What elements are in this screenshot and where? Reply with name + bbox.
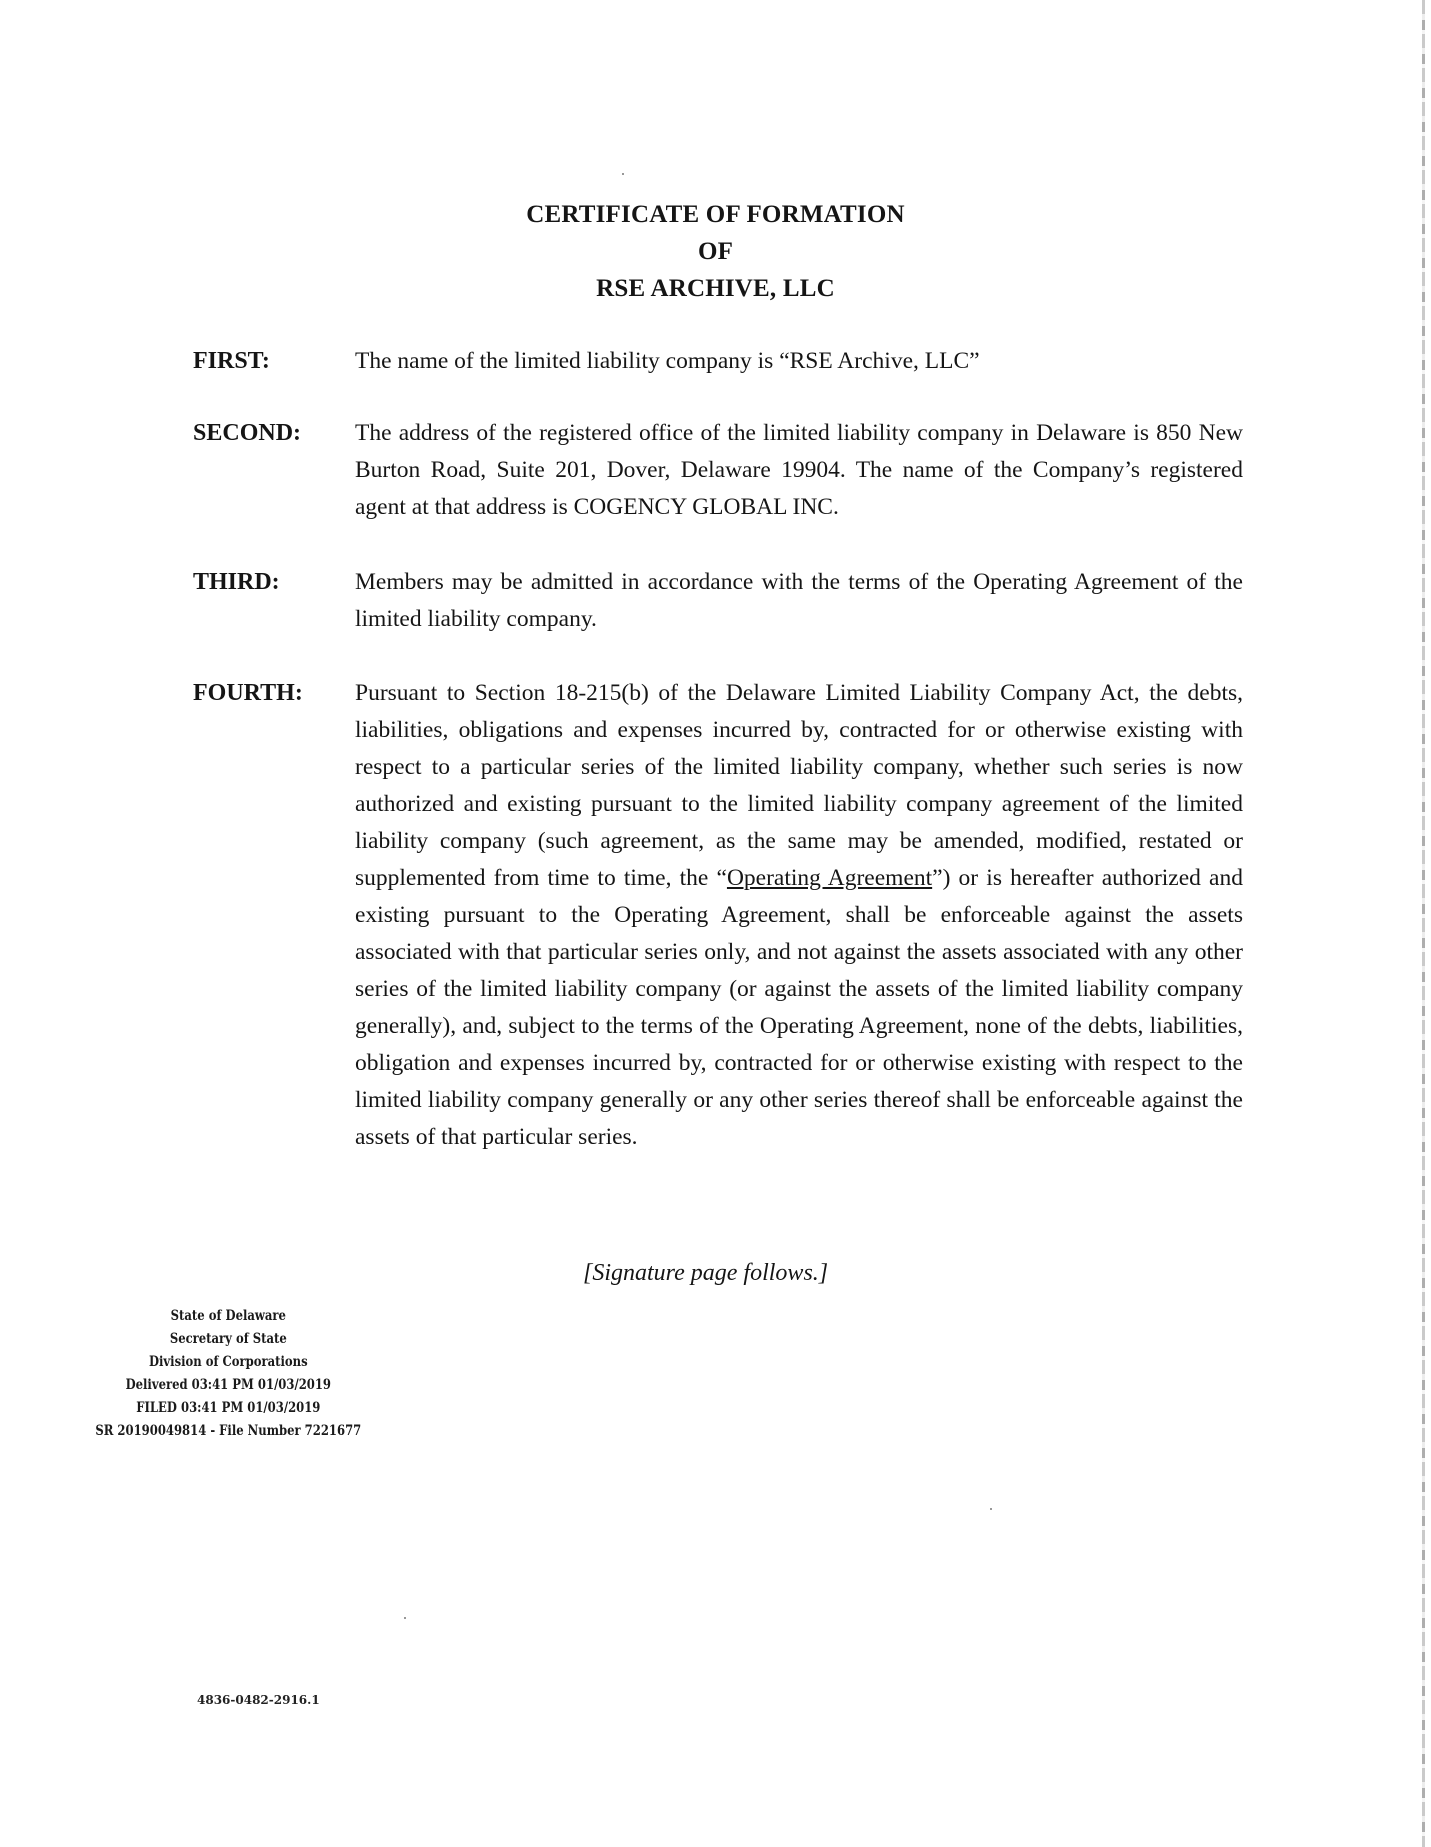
clause-label: SECOND: xyxy=(193,420,302,446)
title-line-1: CERTIFICATE OF FORMATION xyxy=(526,201,905,228)
clause-text: Members may be admitted in accordance with the terms of the Operating Agreement of the limited liability company. xyxy=(355,569,1243,632)
title-line-3: RSE ARCHIVE, LLC xyxy=(596,275,835,302)
scan-speck xyxy=(990,1508,992,1510)
stamp-line: SR 20190049814 - File Number 7221677 xyxy=(95,1423,362,1439)
defined-term-operating-agreement: Operating Agreement xyxy=(726,865,933,891)
stamp-line: Secretary of State xyxy=(169,1331,287,1347)
clause-label: FOURTH: xyxy=(193,680,303,706)
clause-text: The address of the registered office of the limited liability company in Delaware is 850 New Burton Road, Suite 201, Dover, Delaware 19904. The name of the Company’s registered agent at that address is COGENCY GLOBAL INC. xyxy=(355,420,1243,520)
scan-speck xyxy=(622,173,624,175)
stamp-line: Division of Corporations xyxy=(148,1354,308,1370)
clause-text xyxy=(355,675,1243,1156)
clause-text-after: ”) or is hereafter authorized and existing pursuant to the Operating Agreement, shall be enforceable against the assets associated with that particular series only, and not against the assets associated with any other series of the limited liability company (or against the assets of the limited liability company generally), and, subject to the terms of the Operating Agreement, none of the debts, liabilities, obligation and expenses incurred by, contracted for or otherwise existing with respect to the limited liability company generally or any other series thereof shall be enforceable against the assets of that particular series. xyxy=(355,865,1243,1150)
document-id: 4836-0482-2916.1 xyxy=(197,1693,320,1707)
clause-text: The name of the limited liability company is “RSE Archive, LLC” xyxy=(355,348,980,374)
clause-label: THIRD: xyxy=(193,569,280,595)
title-line-2: OF xyxy=(697,238,734,265)
scan-speck xyxy=(404,1617,406,1619)
filing-stamp xyxy=(95,1305,362,1443)
document-title xyxy=(0,196,1431,307)
stamp-line: FILED 03:41 PM 01/03/2019 xyxy=(136,1400,321,1416)
stamp-line: Delivered 03:41 PM 01/03/2019 xyxy=(125,1377,332,1393)
stamp-line: State of Delaware xyxy=(170,1308,286,1324)
clause-label: FIRST: xyxy=(193,348,270,374)
clause-text-before: Pursuant to Section 18-215(b) of the Delaware Limited Liability Company Act, the debts, liabilities, obligations and expenses incurred by, contracted for or otherwise existing with respect to a particular series of the limited liability company, whether such series is now authorized and existing pursuant to the limited liability company agreement of the limited liability company (such agreement, as the same may be amended, modified, restated or supplemented from time to time, the “ xyxy=(355,680,1243,891)
signature-page-note: [Signature page follows.] xyxy=(583,1260,829,1286)
